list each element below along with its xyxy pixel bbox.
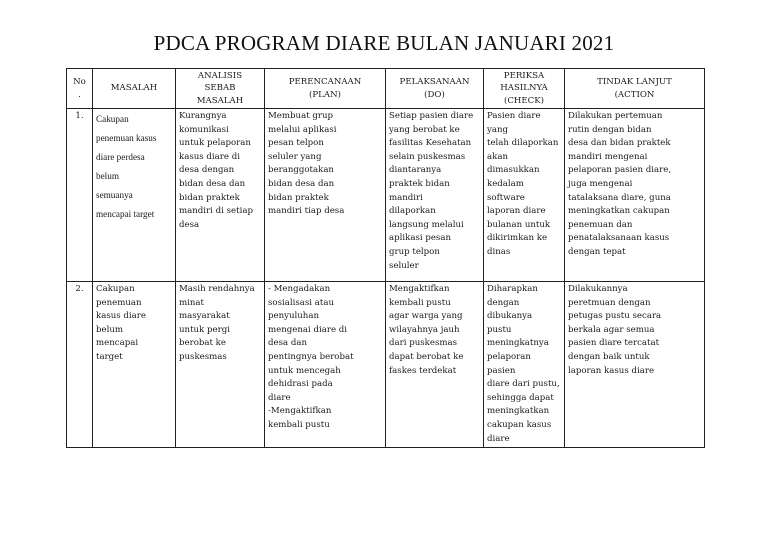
document-title: PDCA PROGRAM DIARE BULAN JANUARI 2021 — [153, 31, 615, 55]
cell-analisis: Masih rendahnya minat masyarakat untuk pergi berobat ke puskesmas — [176, 282, 265, 448]
cell-pelaksanaan: Mengaktifkan kembali pustu agar warga yang wilayahnya jauh dari puskesmas dapat berobat ke faskes terdekat — [386, 282, 484, 448]
cell-periksa: Diharapkan dengan dibukanya pustu meningkatnya pelaporan pasien diare dari pustu, sehingga dapat meningkatkan cakupan kasus diare — [484, 282, 565, 448]
header-analisis: ANALISIS SEBAB MASALAH — [176, 69, 265, 109]
row-number: 2. — [67, 282, 93, 448]
pdca-table — [66, 68, 705, 448]
cell-tindak-lanjut: Dilakukannya peretmuan dengan petugas pustu secara berkala agar semua pasien diare tercatat dengan baik untuk laporan kasus diare — [565, 282, 705, 448]
header-periksa: PERIKSA HASILNYA (CHECK) — [484, 69, 565, 109]
row-number: 1. — [67, 109, 93, 282]
header-no: No . — [67, 69, 93, 109]
table-row — [67, 282, 705, 448]
cell-masalah: Cakupan penemuan kasus diare belum mencapai target — [93, 282, 176, 448]
cell-analisis: Kurangnya komunikasi untuk pelaporan kasus diare di desa dengan bidan desa dan bidan praktek mandiri di setiap desa — [176, 109, 265, 282]
header-tindak-lanjut: TINDAK LANJUT (ACTION — [565, 69, 705, 109]
cell-periksa: Pasien diare yang telah dilaporkan akan dimasukkan kedalam software laporan diare bulanan untuk dikirimkan ke dinas — [484, 109, 565, 282]
cell-tindak-lanjut: Dilakukan pertemuan rutin dengan bidan desa dan bidan praktek mandiri mengenai pelaporan pasien diare, juga mengenai tatalaksana diare, guna meningkatkan cakupan penemuan dan penatalaksanaan kasus dengan tepat — [565, 109, 705, 282]
cell-perencanaan: Membuat grup melalui aplikasi pesan telpon seluler yang beranggotakan bidan desa dan bidan praktek mandiri tiap desa — [265, 109, 386, 282]
header-row — [67, 69, 705, 109]
table-row — [67, 109, 705, 282]
cell-pelaksanaan: Setiap pasien diare yang berobat ke fasilitas Kesehatan selain puskesmas diantaranya praktek bidan mandiri dilaporkan langsung melalui aplikasi pesan grup telpon seluler — [386, 109, 484, 282]
header-masalah: MASALAH — [93, 69, 176, 109]
header-perencanaan: PERENCANAAN (PLAN) — [265, 69, 386, 109]
cell-masalah: Cakupan penemuan kasus diare perdesa belum semuanya mencapai target — [93, 109, 176, 282]
header-pelaksanaan: PELAKSANAAN (DO) — [386, 69, 484, 109]
cell-perencanaan: - Mengadakan sosialisasi atau penyuluhan mengenai diare di desa dan pentingnya berobat untuk mencegah dehidrasi pada diare -Mengaktifkan kembali pustu — [265, 282, 386, 448]
